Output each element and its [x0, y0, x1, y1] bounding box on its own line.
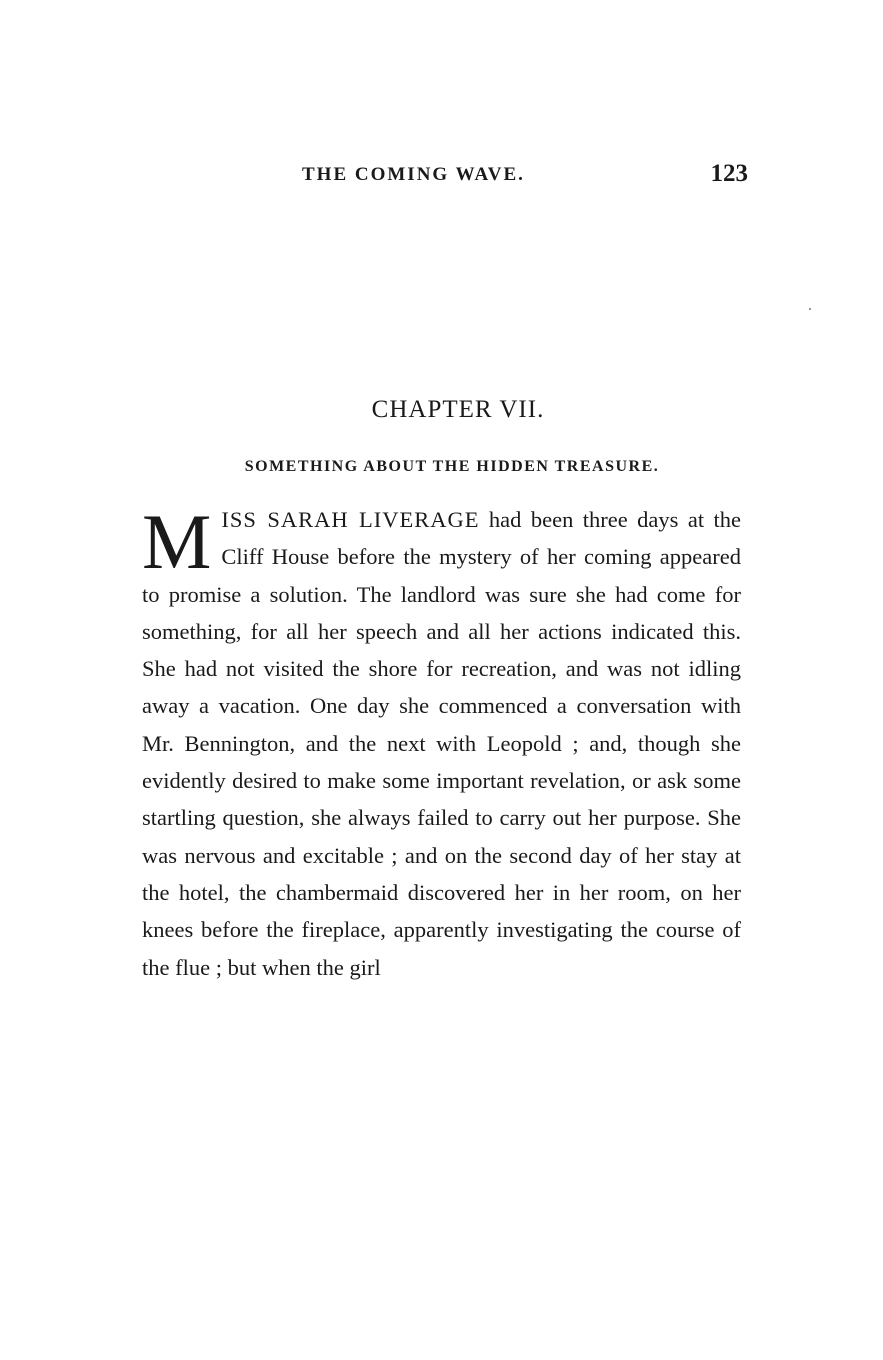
body-text: had been three days at the Cliff House before the mystery of her coming appeared to promise a solution. The landlord was sure she had come for something, for all her speech and all her actions indicated this. She had not visited the shore for recreation, and was not idling away a vacation. One day she commenced a conversation with Mr. Bennington, and the next with Leopold ; and, though she evidently desired to make some important revelation, or ask some startling question, she always failed to carry out her purpose. She was nervous and excitable ; and on the second day of her stay at the hotel, the chambermaid discovered her in her room, on her knees before the fireplace, apparently investigating the course of the flue ; but when the girl	[142, 507, 741, 980]
drop-cap: M	[142, 498, 212, 585]
running-title: THE COMING WAVE.	[302, 164, 525, 185]
chapter-title: CHAPTER VII.	[371, 396, 545, 423]
chapter-subtitle: SOMETHING ABOUT THE HIDDEN TREASURE.	[244, 458, 660, 475]
opening-small-caps: ISS SARAH LIVERAGE	[221, 507, 480, 532]
scan-speck	[809, 308, 811, 310]
body-paragraph	[142, 498, 741, 986]
page-number: 123	[710, 160, 748, 187]
running-head	[140, 160, 748, 192]
